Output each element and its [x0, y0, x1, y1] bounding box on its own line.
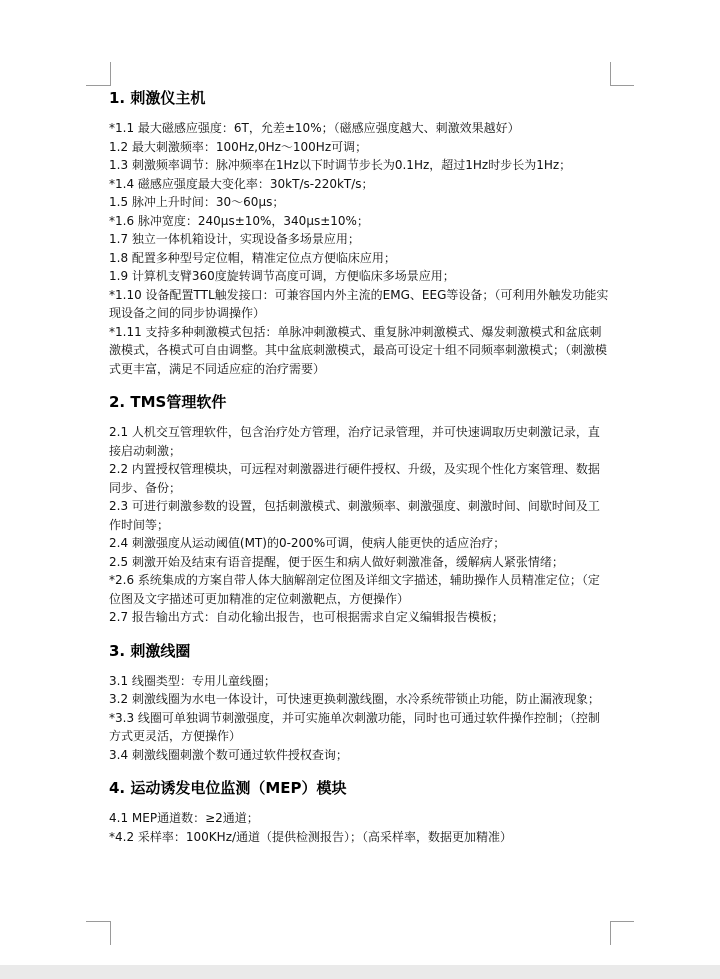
spec-item: 2.4 刺激强度从运动阈值(MT)的0-200%可调，使病人能更快的适应治疗； — [109, 536, 506, 550]
section-title: 4. 运动诱发电位监测（MEP）模块 — [109, 779, 347, 797]
spec-item: 3.4 刺激线圈刺激个数可通过软件授权查询； — [109, 747, 348, 762]
spec-item: 2.1 人机交互管理软件，包含治疗处方管理，治疗记录管理，并可快速调取历史刺激记录，直接启动刺激； — [109, 425, 600, 458]
spec-item: 1.2 最大刺激频率：100Hz,0Hz～100Hz可调； — [109, 139, 368, 154]
spec-item: *1.1 最大磁感应强度：6T，允差±10%；（磁感应强度越大、刺激效果越好） — [109, 121, 520, 135]
spec-item: *2.6 系统集成的方案自带人体大脑解剖定位图及详细文字描述，辅助操作人员精准定位；（定位图及文字描述可更加精准的定位刺激靶点，方便操作） — [109, 573, 600, 606]
section-software — [109, 392, 609, 627]
spec-item: 3.1 线圈类型：专用儿童线圈； — [109, 673, 276, 688]
section-host — [109, 88, 609, 378]
section-title: 3. 刺激线圈 — [109, 641, 191, 660]
spec-item: 1.9 计算机支臂360度旋转调节高度可调，方便临床多场景应用； — [109, 269, 455, 283]
page-gap — [0, 965, 720, 979]
spec-item: 2.3 可进行刺激参数的设置，包括刺激模式、刺激频率、刺激强度、刺激时间、间歇时间及工作时间等； — [109, 499, 600, 532]
spec-item: 3.2 刺激线圈为水电一体设计，可快速更换刺激线圈，水冷系统带锁止功能，防止漏液现象； — [109, 692, 600, 706]
section-coil — [109, 641, 609, 765]
section-mep — [109, 778, 609, 846]
spec-item: *1.11 支持多种刺激模式包括：单脉冲刺激模式、重复脉冲刺激模式、爆发刺激模式和盆底刺激模式，各模式可自由调整。其中盆底刺激模式，最高可设定十组不同频率刺激模式；（刺激模式更丰富，满足不同适应症的治疗需要） — [109, 324, 608, 376]
spec-item: *3.3 线圈可单独调节刺激强度，并可实施单次刺激功能，同时也可通过软件操作控制；（控制方式更灵活，方便操作） — [109, 710, 600, 743]
section-title: 1. 刺激仪主机 — [109, 89, 206, 107]
spec-item: 1.3 刺激频率调节：脉冲频率在1Hz以下时调节步长为0.1Hz，超过1Hz时步长为1Hz； — [109, 158, 572, 172]
spec-item: *1.6 脉冲宽度：240μs±10%，340μs±10%； — [109, 213, 369, 228]
spec-item: 2.7 报告输出方式：自动化输出报告，也可根据需求自定义编辑报告模板； — [109, 610, 504, 624]
spec-item: 1.8 配置多种型号定位帽，精准定位点方便临床应用； — [109, 250, 396, 265]
spec-item: 2.2 内置授权管理模块，可远程对刺激器进行硬件授权、升级，及实现个性化方案管理、数据同步、备份； — [109, 462, 600, 495]
spec-item: *1.4 磁感应强度最大变化率：30kT/s-220kT/s； — [109, 176, 374, 191]
spec-item: *4.2 采样率：100KHz/通道（提供检测报告）；（高采样率，数据更加精准） — [109, 829, 513, 844]
spec-item: 1.7 独立一体机箱设计，实现设备多场景应用； — [109, 232, 360, 246]
spec-item: 4.1 MEP通道数：≥2通道； — [109, 811, 259, 825]
spec-item: 1.5 脉冲上升时间：30～60μs； — [109, 195, 285, 209]
section-title: 2. TMS管理软件 — [109, 393, 227, 411]
spec-item: 2.5 刺激开始及结束有语音提醒，便于医生和病人做好刺激准备，缓解病人紧张情绪； — [109, 554, 564, 569]
document-body — [109, 88, 609, 852]
spec-item: *1.10 设备配置TTL触发接口：可兼容国内外主流的EMG、EEG等设备；（可利用外触发功能实现设备之间的同步协调操作） — [109, 287, 609, 320]
